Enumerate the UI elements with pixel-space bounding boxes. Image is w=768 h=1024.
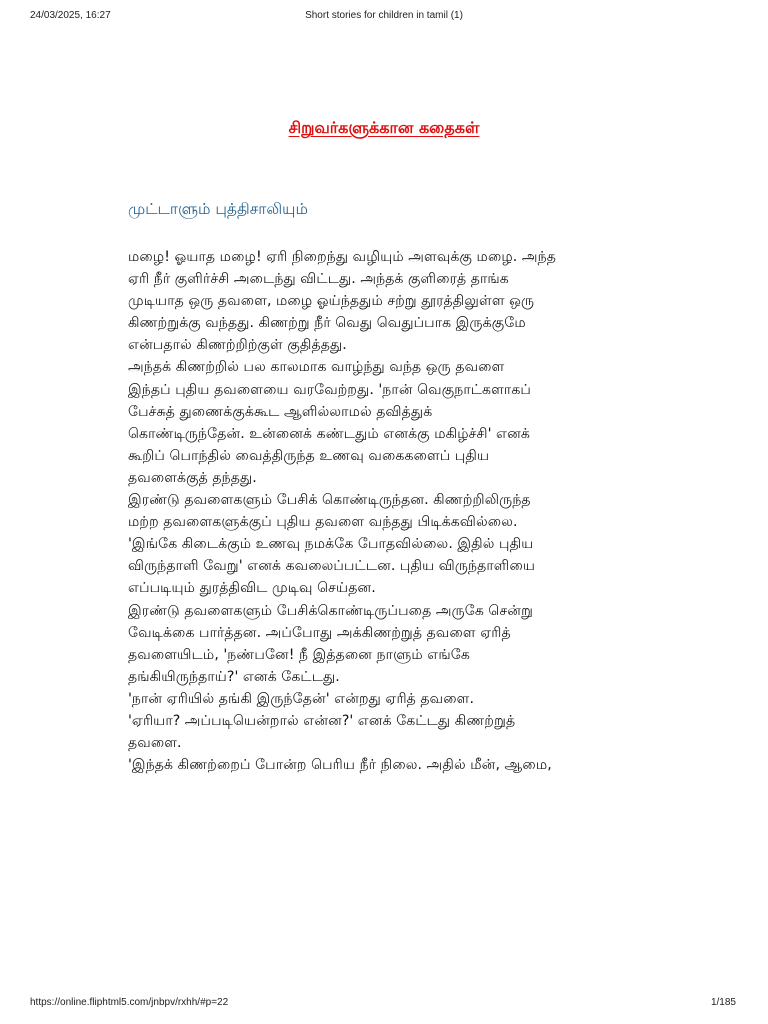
print-page-title: Short stories for children in tamil (1) (305, 10, 463, 21)
story-line: கூறிப் பொந்தில் வைத்திருந்த உணவு வகைகளைப் புதிய (128, 447, 490, 464)
story-line: வேடிக்கை பார்த்தன. அப்போது அக்கிணற்றுத் தவளை ஏரித் (128, 624, 511, 641)
story-title: முட்டாளும் புத்திசாலியும் (128, 200, 308, 218)
story-line: கொண்டிருந்தேன். உன்னைக் கண்டதும் எனக்கு மகிழ்ச்சி' எனக் (128, 425, 530, 442)
story-line: தவளையிடம், 'நண்பனே! நீ இத்தனை நாளும் எங்கே (128, 646, 470, 663)
story-line: மழை! ஓயாத மழை! ஏரி நிறைந்து வழியும் அளவுக்கு மழை. அந்த (128, 249, 556, 265)
print-footer (0, 997, 768, 1013)
story-line: மற்ற தவளைகளுக்குப் புதிய தவளை வந்தது பிடிக்கவில்லை. (128, 514, 518, 531)
story-line: விருந்தாளி வேறு' எனக் கவலைப்பட்டன. புதிய விருந்தாளியை (128, 558, 536, 575)
story-line: அந்தக் கிணற்றில் பல காலமாக வாழ்ந்து வந்த ஒரு தவளை (128, 359, 505, 376)
print-datetime: 24/03/2025, 16:27 (30, 10, 111, 21)
story-line: இந்தப் புதிய தவளையை வரவேற்றது. 'நான் வெகுநாட்களாகப் (128, 381, 531, 398)
story-line: தங்கியிருந்தாய்?' எனக் கேட்டது. (128, 668, 340, 685)
story-line: தவளைக்குத் தந்தது. (128, 469, 257, 486)
story-line: எப்படியும் துரத்திவிட முடிவு செய்தன. (128, 580, 376, 597)
story-line: தவளை. (128, 735, 182, 752)
story-line: 'இங்கே கிடைக்கும் உணவு நமக்கே போதவில்லை. இதில் புதிய (128, 536, 534, 553)
print-page-count: 1/185 (710, 997, 736, 1008)
story-line: இரண்டு தவளைகளும் பேசிக்கொண்டிருப்பதை அருகே சென்று (128, 602, 533, 619)
print-header (0, 10, 768, 26)
story-line: 'நான் ஏரியில் தங்கி இருந்தேன்' என்றது ஏரித் தவளை. (128, 690, 474, 707)
story-line: என்பதால் கிணற்றிற்குள் குதித்தது. (128, 337, 347, 354)
story-line: ஏரி நீர் குளிர்ச்சி அடைந்து விட்டது. அந்தக் குளிரைத் தாங்க (128, 271, 509, 288)
print-url: https://online.fliphtml5.com/jnbpv/rxhh/#p=22 (30, 997, 229, 1008)
story-body (128, 246, 648, 776)
story-line: முடியாத ஒரு தவளை, மழை ஓய்ந்ததும் சற்று தூரத்திலுள்ள ஒரு (128, 293, 535, 310)
story-line: 'ஏரியா? அப்படியென்றால் என்ன?' எனக் கேட்டது கிணற்றுத் (128, 712, 516, 729)
story-line: கிணற்றுக்கு வந்தது. கிணற்று நீர் வெது வெதுப்பாக இருக்குமே (128, 315, 526, 332)
story-line: இரண்டு தவளைகளும் பேசிக் கொண்டிருந்தன. கிணற்றிலிருந்த (128, 492, 531, 509)
story-line: பேச்சுத் துணைக்குக்கூட ஆளில்லாமல் தவித்துக் (128, 403, 433, 420)
document-title: சிறுவர்களுக்கான கதைகள் (288, 118, 480, 137)
story-line: 'இந்தக் கிணற்றைப் போன்ற பெரிய நீர் நிலை. அதில் மீன், ஆமை, (128, 757, 552, 774)
